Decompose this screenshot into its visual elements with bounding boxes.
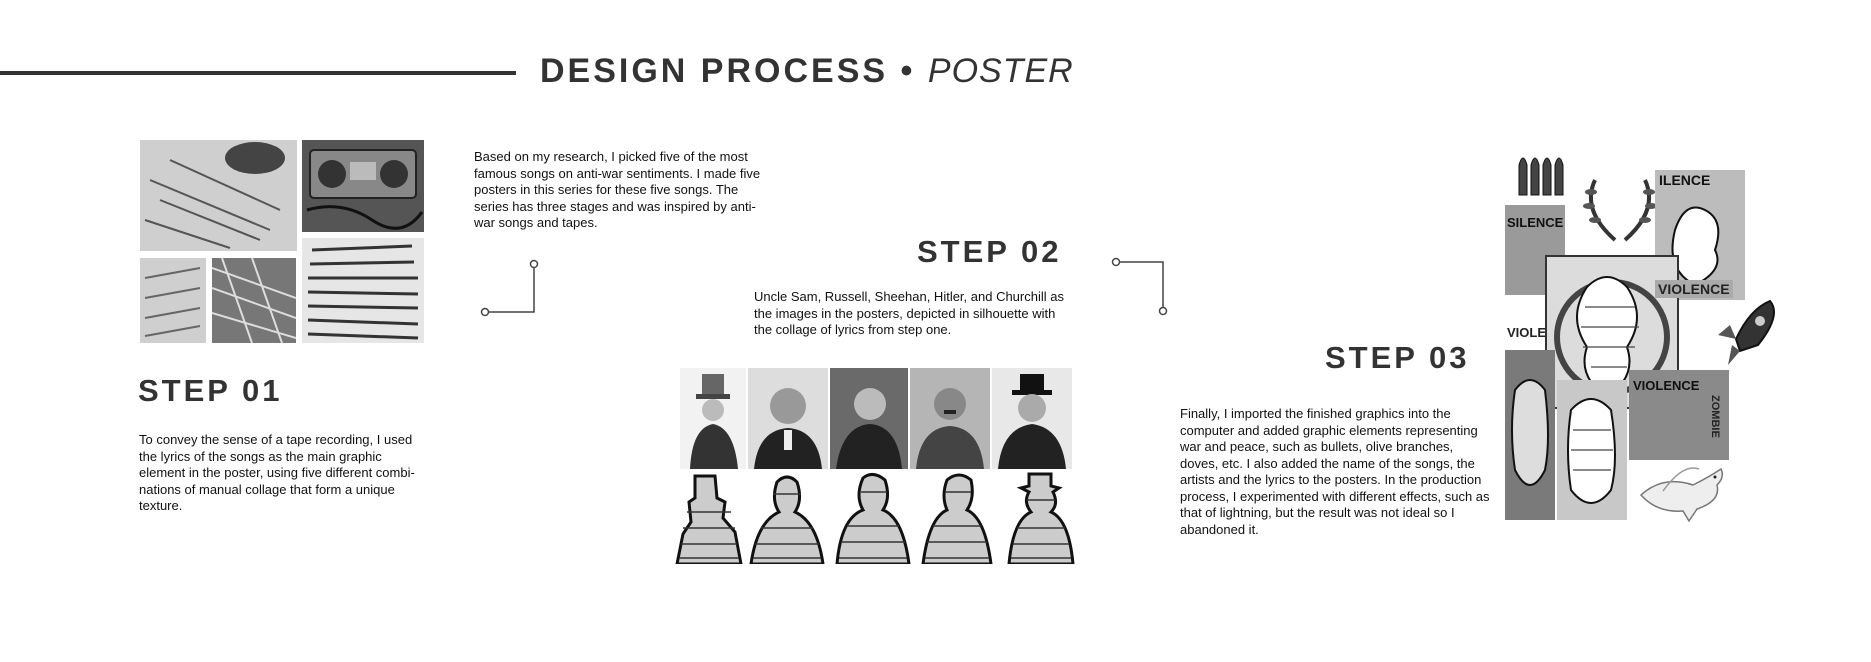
woven-lyrics-image bbox=[212, 258, 296, 343]
poster-word-violence-1: VIOLENCE bbox=[1655, 280, 1733, 298]
poster-word-zombie: ZOMBIE bbox=[1709, 395, 1721, 438]
portrait-row bbox=[680, 368, 1072, 469]
poster-word-1: ILENCE bbox=[1659, 172, 1711, 188]
printed-lyrics-image bbox=[302, 238, 424, 343]
poster-word-violence-2: VIOLENCE bbox=[1633, 378, 1700, 393]
step3-heading: STEP 03 bbox=[1325, 340, 1470, 375]
sheehan-portrait bbox=[830, 368, 908, 469]
lyric-strips-image bbox=[140, 258, 206, 343]
title-rule bbox=[0, 71, 516, 75]
intro-text: Based on my research, I picked five of the most famous songs on anti-war sentiments. I made five posters in this series for these five songs. The series has three stages and was inspired by anti-war songs and tapes. bbox=[474, 149, 761, 230]
dove-icon bbox=[1633, 455, 1733, 525]
uncle-sam-portrait bbox=[680, 368, 746, 469]
title-main: DESIGN PROCESS bbox=[540, 52, 889, 90]
poster-word-2: SILENCE bbox=[1507, 215, 1564, 230]
page-title bbox=[540, 52, 1074, 91]
silhouette-row bbox=[675, 472, 1075, 564]
russell-portrait bbox=[748, 368, 828, 469]
title-separator: • bbox=[900, 52, 916, 90]
hitler-portrait bbox=[910, 368, 990, 469]
poster-word-viole: VIOLE bbox=[1507, 325, 1547, 340]
churchill-silhouette bbox=[1005, 472, 1075, 564]
step1-text: To convey the sense of a tape recording, I used the lyrics of the songs as the main graphic element in the poster, using five different combi-nations of manual collage that form a unique texture. bbox=[139, 432, 415, 513]
step1-heading: STEP 01 bbox=[138, 373, 283, 408]
step2-text: Uncle Sam, Russell, Sheehan, Hitler, and Churchill as the images in the posters, depicted in silhouette with the collage of lyrics from step one. bbox=[754, 289, 1064, 337]
poster-panel-bottom-left bbox=[1505, 350, 1555, 520]
connector-step1-step2 bbox=[478, 257, 540, 317]
bullets-graphic bbox=[1515, 147, 1573, 197]
rocket-icon bbox=[1710, 295, 1785, 375]
boombox-image bbox=[302, 140, 424, 232]
step1-collage bbox=[140, 140, 424, 343]
sheehan-silhouette bbox=[833, 472, 913, 564]
poster-collage bbox=[1505, 145, 1785, 525]
russell-silhouette bbox=[747, 472, 827, 564]
connector-step2-step3 bbox=[1110, 257, 1170, 317]
uncle-sam-silhouette bbox=[675, 472, 745, 564]
step3-text: Finally, I imported the finished graphics into the computer and added graphic elements representing war and peace, such as bullets, olive branches, doves, etc. I also added the name of the songs, the artists and the lyrics to the posters. In the production process, I experimented with different effects, such as that of lightning, but the result was not ideal so I abandoned it. bbox=[1180, 406, 1490, 537]
poster-panel-bottom-center bbox=[1557, 380, 1627, 520]
olive-branch-icon bbox=[1575, 170, 1665, 250]
step2-heading: STEP 02 bbox=[917, 234, 1062, 269]
churchill-portrait bbox=[992, 368, 1072, 469]
hands-cutting-lyrics-image bbox=[140, 140, 297, 251]
title-subtitle: POSTER bbox=[927, 52, 1074, 90]
hitler-silhouette bbox=[919, 472, 995, 564]
